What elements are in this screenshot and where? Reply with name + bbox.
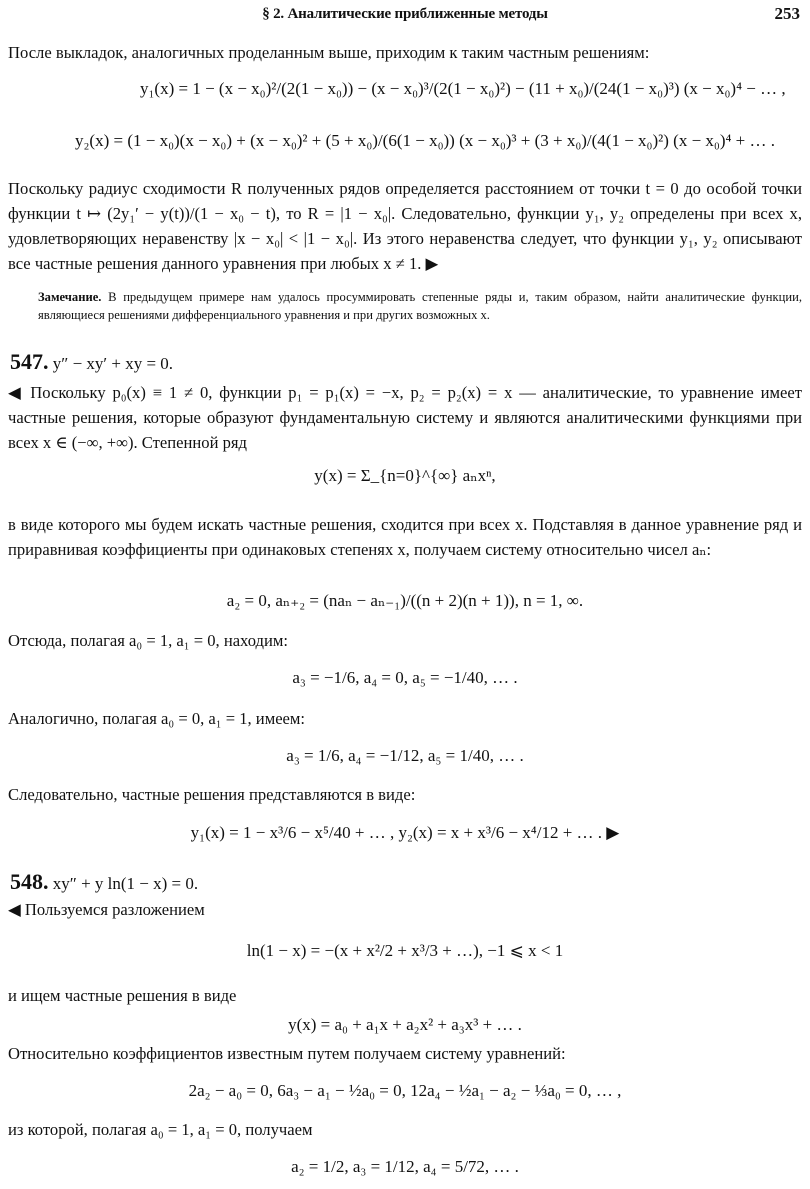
paragraph-547-solutions: Следовательно, частные решения представляются в виде:	[8, 785, 416, 804]
paragraph-547-case2: Аналогично, полагая a₀ = 0, a₁ = 1, имеем:	[8, 709, 306, 728]
problem-547-number: 547.	[10, 349, 49, 374]
paragraph-548-seek: и ищем частные решения в виде	[8, 986, 237, 1005]
equation-solutions-547: y₁(x) = 1 − x³/6 − x⁵/40 + … , y₂(x) = x + x³/6 − x⁴/12 + … . ▶	[190, 823, 620, 842]
running-head: § 2. Аналитические приближенные методы	[262, 6, 548, 22]
remark-text: В предыдущем примере нам удалось просуммировать степенные ряды и, таким образом, найти аналитические функции, являющиеся решениями дифференциального уравнения и при других возможных x.	[38, 290, 802, 322]
paragraph-547-case1: Отсюда, полагая a₀ = 1, a₁ = 0, находим:	[8, 631, 288, 650]
problem-547-heading	[10, 350, 173, 376]
equation-power-series: y(x) = Σ_{n=0}^{∞} aₙxⁿ,	[314, 466, 496, 485]
problem-548-equation: xy″ + y ln(1 − x) = 0.	[52, 874, 199, 893]
equation-series-548: y(x) = a₀ + a₁x + a₂x² + a₃x³ + … .	[288, 1015, 522, 1034]
paragraph-547-substitute: в виде которого мы будем искать частные решения, сходится при всех x. Подставляя в данное уравнение ряд и приравнивая коэффициенты при одинаковых степенях x, получаем систему относительно чисел aₙ:	[8, 515, 802, 559]
problem-548-heading	[10, 870, 198, 896]
paragraph-548-system: Относительно коэффициентов известным путем получаем систему уравнений:	[8, 1044, 566, 1063]
page-number: 253	[774, 4, 800, 23]
paragraph-548-expansion: ◀ Пользуемся разложением	[8, 900, 205, 919]
paragraph-convergence: Поскольку радиус сходимости R полученных рядов определяется расстоянием от точки t = 0 до особой точки функции t ↦ (2y₁′ − y(t))/(1 − x₀ − t), то R = |1 − x₀|. Следовательно, функции y₁, y₂ определены при всех x, удовлетворяющих неравенству |x − x₀| < |1 − x₀|. Из этого неравенства следует, что функции y₁, y₂ описывают все частные решения данного уравнения при любых x ≠ 1. ▶	[8, 179, 802, 273]
equation-coeffs-case1: a₃ = −1/6, a₄ = 0, a₅ = −1/40, … .	[292, 668, 518, 687]
equation-recurrence: a₂ = 0, aₙ₊₂ = (naₙ − aₙ₋₁)/((n + 2)(n + 1)), n = 1, ∞.	[226, 591, 584, 610]
paragraph-intro: После выкладок, аналогичных проделанным выше, приходим к таким частным решениям:	[8, 43, 650, 62]
equation-ln-expansion: ln(1 − x) = −(x + x²/2 + x³/3 + …), −1 ⩽ x < 1	[246, 941, 564, 960]
equation-y1-series: y₁(x) = 1 − (x − x₀)²/(2(1 − x₀)) − (x − x₀)³/(2(1 − x₀)²) − (11 + x₀)/(24(1 − x₀)³) (x − x₀)⁴ − … ,	[140, 79, 786, 98]
problem-548-number: 548.	[10, 869, 49, 894]
equation-system-548: 2a₂ − a₀ = 0, 6a₃ − a₁ − ½a₀ = 0, 12a₄ − ½a₁ − a₂ − ⅓a₀ = 0, … ,	[188, 1081, 622, 1100]
remark-label: Замечание.	[38, 290, 102, 304]
equation-coeffs-548: a₂ = 1/2, a₃ = 1/12, a₄ = 5/72, … .	[291, 1157, 519, 1176]
paragraph-548-result: из которой, полагая a₀ = 1, a₁ = 0, получаем	[8, 1120, 313, 1139]
equation-coeffs-case2: a₃ = 1/6, a₄ = −1/12, a₅ = 1/40, … .	[286, 746, 524, 765]
equation-y2-series: y₂(x) = (1 − x₀)(x − x₀) + (x − x₀)² + (5 + x₀)/(6(1 − x₀)) (x − x₀)³ + (3 + x₀)/(4(1 − x₀)²) (x − x₀)⁴ + … .	[74, 131, 776, 150]
paragraph-547-analytic: ◀ Поскольку p₀(x) ≡ 1 ≠ 0, функции p₁ = p₁(x) = −x, p₂ = p₂(x) = x — аналитические, то уравнение имеет частные решения, которые образуют фундаментальную систему и являются аналитическими функциями при всех x ∈ (−∞, +∞). Степенной ряд	[8, 383, 802, 452]
page-header	[0, 2, 810, 28]
remark	[38, 288, 802, 324]
problem-547-equation: y″ − xy′ + xy = 0.	[52, 354, 174, 373]
